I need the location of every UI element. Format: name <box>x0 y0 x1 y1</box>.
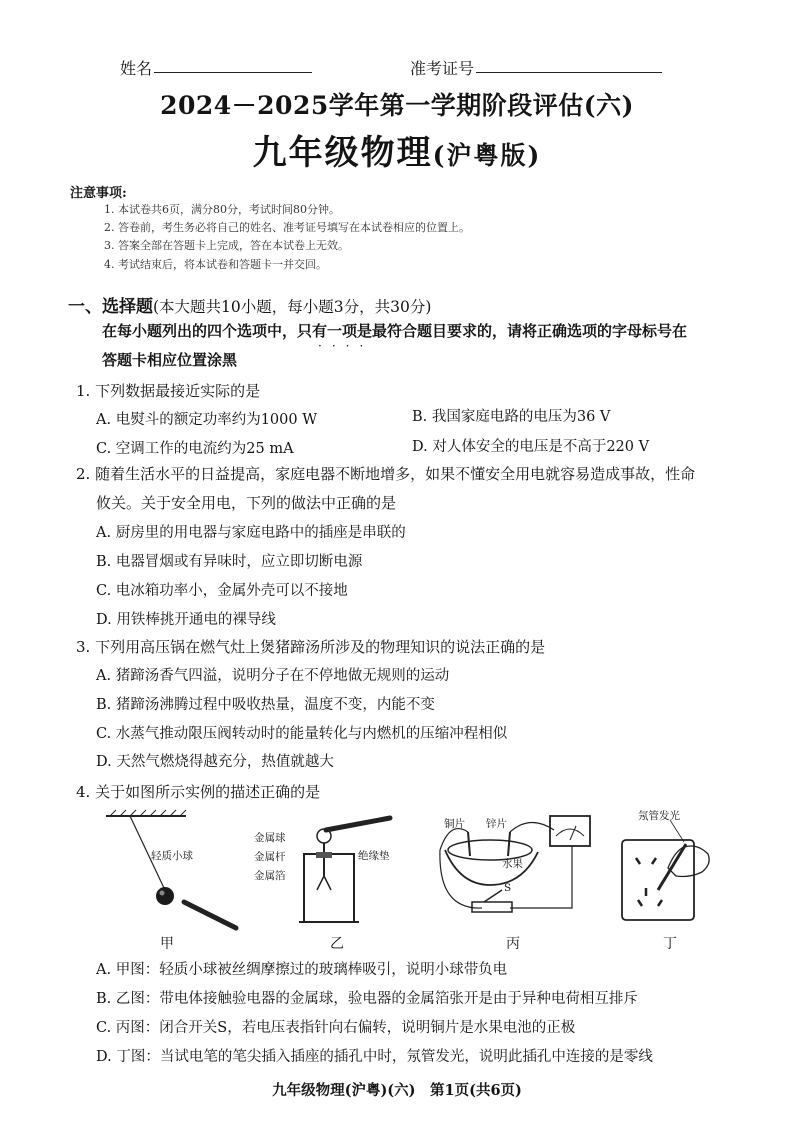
question-4-option-d: D. 丁图：当试电笔的笔尖插入插座的插孔中时，氖管发光，说明此插孔中连接的是零线 <box>96 1049 653 1065</box>
paper-title-main: 九年级物理 <box>252 133 433 173</box>
question-4-stem: 4. 关于如图所示实例的描述正确的是 <box>76 783 321 801</box>
figure-bing-label-copper: 铜片 <box>444 818 465 830</box>
section-instruction-cont: 答题卡相应位置涂黑 <box>102 351 238 369</box>
figure-jia-caption: 甲 <box>160 936 174 952</box>
figure-yi-label-foil: 金属箔 <box>254 870 286 882</box>
figure-bing-label-zinc: 锌片 <box>486 818 507 830</box>
question-4-option-c: C. 丙图：闭合开关S，若电压表指针向右偏转，说明铜片是水果电池的正极 <box>96 1020 576 1036</box>
section-title <box>68 292 431 317</box>
question-1-option-a: A. 电熨斗的额定功率约为1000 W <box>96 412 318 428</box>
figure-ding-label-light: 氖管发光 <box>638 810 680 822</box>
exam-id-label: 准考证号 <box>410 59 475 78</box>
question-1-option-b: B. 我国家庭电路的电压为36 V <box>412 409 611 425</box>
name-field[interactable] <box>154 72 312 73</box>
notice-heading: 注意事项: <box>70 186 127 201</box>
figure-yi-label-ball: 金属球 <box>254 832 286 844</box>
figure-bing-caption: 丙 <box>506 936 520 952</box>
term-title: 2024－2025学年第一学期阶段评估(六) <box>160 91 634 120</box>
figure-jia-label-ball: 轻质小球 <box>151 850 193 862</box>
figure-yi-label-rod: 金属杆 <box>254 851 286 863</box>
question-2-stem: 2. 随着生活水平的日益提高，家庭电器不断地增多，如果不懂安全用电就容易造成事故，性命 <box>76 465 696 483</box>
figure-jia <box>96 808 246 933</box>
emphasis-dots: ···· <box>318 339 374 353</box>
figure-jia-drawing <box>96 808 246 933</box>
figure-yi <box>254 814 404 929</box>
section-instruction: 在每小题列出的四个选项中，只有一项是最符合题目要求的，请将正确选项的字母标号在 <box>102 322 688 340</box>
question-2-option-d: D. 用铁棒挑开通电的裸导线 <box>96 612 276 628</box>
question-3-option-d: D. 天然气燃烧得越充分，热值就越大 <box>96 754 334 770</box>
figure-bing-label-switch: S <box>504 882 512 894</box>
question-1-stem: 1. 下列数据最接近实际的是 <box>76 382 261 400</box>
figure-ding-drawing <box>612 808 722 930</box>
exam-id-field[interactable] <box>476 72 662 73</box>
question-3-stem: 3. 下列用高压锅在燃气灶上煲猪蹄汤所涉及的物理知识的说法正确的是 <box>76 638 546 656</box>
figure-bing <box>430 810 595 930</box>
section-title-text: 一、选择题 <box>68 297 153 317</box>
question-2-option-a: A. 厨房里的用电器与家庭电路中的插座是串联的 <box>96 525 406 541</box>
notice-item: 4. 考试结束后，将本试卷和答题卡一并交回。 <box>104 258 327 271</box>
page-footer: 九年级物理(沪粤)(六) 第1页(共6页) <box>272 1082 522 1099</box>
question-4-option-a: A. 甲图：轻质小球被丝绸摩擦过的玻璃棒吸引，说明小球带负电 <box>96 962 508 978</box>
question-3-option-c: C. 水蒸气推动限压阀转动时的能量转化与内燃机的压缩冲程相似 <box>96 726 508 742</box>
notice-item: 3. 答案全部在答题卡上完成，答在本试卷上无效。 <box>104 239 349 252</box>
figure-ding <box>612 808 722 930</box>
notice-item: 1. 本试卷共6页，满分80分，考试时间80分钟。 <box>104 203 340 216</box>
figure-ding-caption: 丁 <box>663 936 677 952</box>
paper-subtitle: (沪粤版) <box>432 141 542 170</box>
question-2-option-c: C. 电冰箱功率小，金属外壳可以不接地 <box>96 583 348 599</box>
question-2-option-b: B. 电器冒烟或有异味时，应立即切断电源 <box>96 554 363 570</box>
figure-yi-label-insulator: 绝缘垫 <box>358 850 390 862</box>
figure-yi-caption: 乙 <box>330 936 344 952</box>
question-1-option-d: D. 对人体安全的电压是不高于220 V <box>412 439 650 455</box>
question-2-stem-cont: 攸关。关于安全用电，下列的做法中正确的是 <box>96 494 397 512</box>
name-label: 姓名 <box>120 59 153 78</box>
question-3-option-b: B. 猪蹄汤沸腾过程中吸收热量，温度不变，内能不变 <box>96 697 435 713</box>
paper-title <box>0 125 794 174</box>
question-1-option-c: C. 空调工作的电流约为25 mA <box>96 441 294 457</box>
section-note: (本大题共10小题，每小题3分，共30分) <box>153 298 432 316</box>
question-4-option-b: B. 乙图：带电体接触验电器的金属球，验电器的金属箔张开是由于异种电荷相互排斥 <box>96 991 638 1007</box>
notice-item: 2. 答卷前，考生务必将自己的姓名、准考证号填写在本试卷相应的位置上。 <box>104 221 470 234</box>
figure-bing-label-fruit: 水果 <box>502 858 523 870</box>
question-3-option-a: A. 猪蹄汤香气四溢，说明分子在不停地做无规则的运动 <box>96 668 450 684</box>
